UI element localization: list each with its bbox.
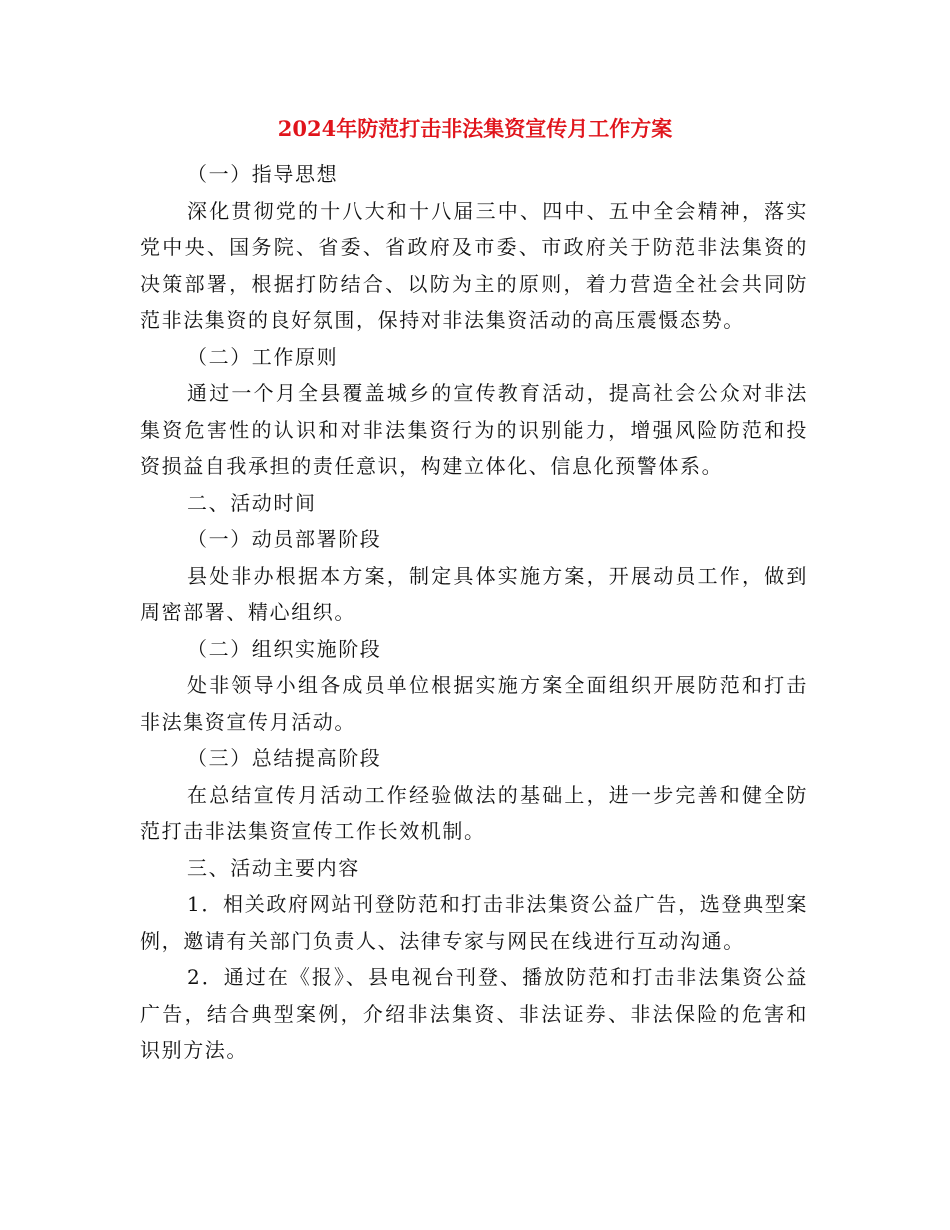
section-heading: （二）组织实施阶段 [187, 636, 382, 661]
document-body [140, 156, 808, 1069]
list-item: 1．相关政府网站刊登防范和打击非法集资公益广告，选登典型案例，邀请有关部门负责人、法律专家与网民在线进行互动沟通。 [140, 892, 808, 953]
paragraph: 通过一个月全县覆盖城乡的宣传教育活动，提高社会公众对非法集资危害性的认识和对非法集资行为的识别能力，增强风险防范和投资损益自我承担的责任意识，构建立体化、信息化预警体系。 [140, 381, 808, 478]
section-heading: 三、活动主要内容 [187, 855, 360, 880]
section-heading: 二、活动时间 [187, 490, 317, 515]
document-title: 2024年防范打击非法集资宣传月工作方案 [277, 116, 673, 141]
paragraph: 深化贯彻党的十八大和十八届三中、四中、五中全会精神，落实党中央、国务院、省委、省政府及市委、市政府关于防范非法集资的决策部署，根据打防结合、以防为主的原则，着力营造全社会共同防范非法集资的良好氛围，保持对非法集资活动的高压震慑态势。 [140, 198, 808, 332]
section-heading: （一）指导思想 [187, 162, 339, 186]
section-heading: （一）动员部署阶段 [187, 527, 382, 551]
paragraph: 在总结宣传月活动工作经验做法的基础上，进一步完善和健全防范打击非法集资宣传工作长效机制。 [140, 782, 808, 843]
section-heading: （三）总结提高阶段 [187, 746, 382, 770]
section-heading: （二）工作原则 [187, 344, 339, 369]
paragraph: 处非领导小组各成员单位根据实施方案全面组织开展防范和打击非法集资宣传月活动。 [140, 673, 808, 734]
paragraph: 县处非办根据本方案，制定具体实施方案，开展动员工作，做到周密部署、精心组织。 [140, 563, 808, 624]
list-item: 2．通过在《报》、县电视台刊登、播放防范和打击非法集资公益广告，结合典型案例，介绍非法集资、非法证券、非法保险的危害和识别方法。 [140, 965, 808, 1062]
